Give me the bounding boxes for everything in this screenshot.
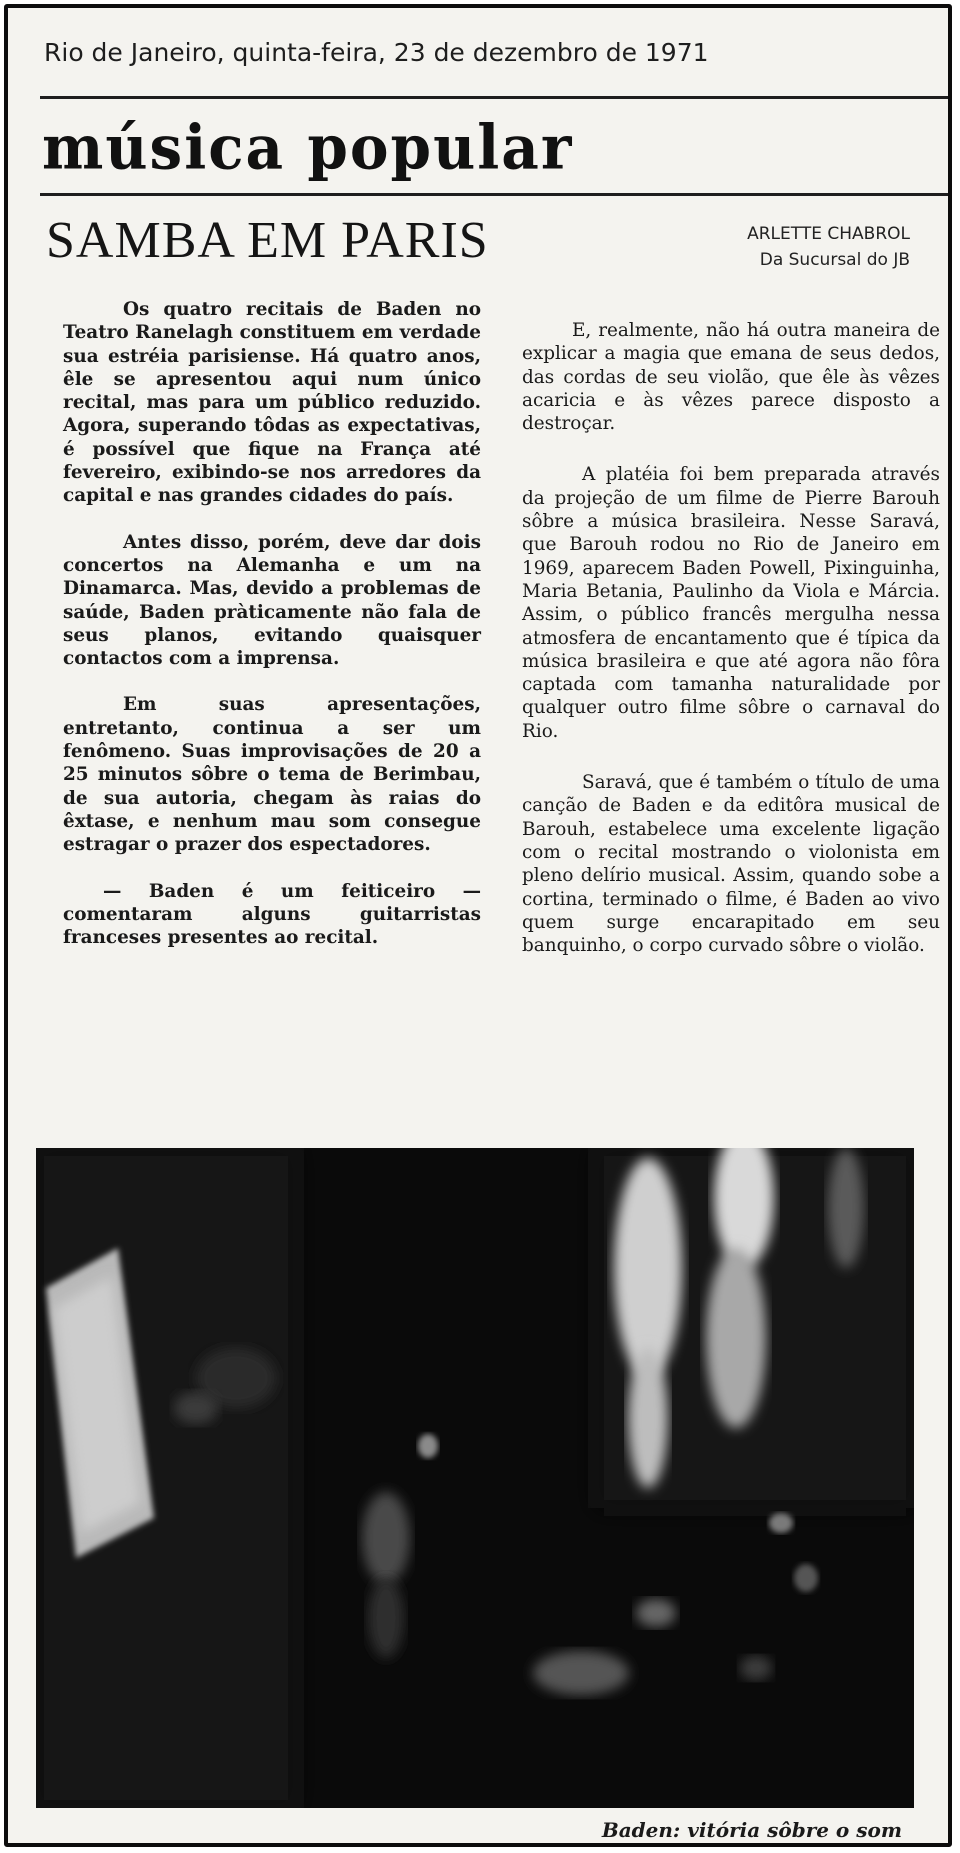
concert-photo	[36, 1148, 914, 1808]
paragraph-quote: — Baden é um feiticeiro — comentaram alguns guitarristas franceses presentes ao recital.	[63, 880, 481, 949]
byline	[747, 221, 910, 273]
concert-photo-graphic	[36, 1148, 914, 1808]
paragraph: A platéia foi bem preparada através da projeção de um filme de Pierre Barouh sôbre a música brasileira. Nesse Saravá, que Barouh rodou no Rio de Janeiro em 1969, aparecem Baden Powell, Pixinguinha, Maria Betania, Paulinho da Viola e Márcia. Assim, o público francês mergulha nessa atmosfera de encantamento que é típica da música brasileira e que até agora não fôra captada com tamanha naturalidade por qualquer outro filme sôbre o carnaval do Rio.	[522, 464, 940, 742]
paragraph: E, realmente, não há outra maneira de explicar a magia que emana de seus dedos, das cordas de seu violão, que êle às vêzes acaricia e às vêzes parece disposto a destroçar.	[522, 320, 940, 435]
byline-organization: Da Sucursal do JB	[759, 250, 910, 270]
byline-author: ARLETTE CHABROL	[747, 224, 910, 244]
article-left-column	[63, 298, 481, 972]
section-title: música popular	[42, 112, 574, 184]
paragraph: Saravá, que é também o título de uma canção de Baden e da editôra musical de Barouh, estabelece uma excelente ligação com o recital mostrando o violonista em pleno delírio musical. Assim, quando sobe a cortina, terminado o filme, é Baden ao vivo quem surge encarapitado em seu banquinho, o corpo curvado sôbre o violão.	[522, 772, 940, 957]
newspaper-clipping	[4, 4, 952, 1847]
paragraph: Os quatro recitais de Baden no Teatro Ranelagh constituem em verdade sua estréia parisiense. Há quatro anos, êle se apresentou aqui num único recital, mas para um público reduzido. Agora, superando tôdas as expectativas, é possível que fique na França até fevereiro, exibindo-se nos arredores da capital e nas grandes cidades do país.	[63, 299, 481, 507]
photo-caption: Baden: vitória sôbre o som	[601, 1818, 902, 1842]
section-rule	[40, 193, 952, 196]
article-right-column	[522, 319, 940, 985]
paragraph: Em suas apresentações, entretanto, continua a ser um fenômeno. Suas improvisações de 20 a 25 minutos sôbre o tema de Berimbau, de sua autoria, chegam às raias do êxtase, e nenhum mau som consegue estragar o prazer dos espectadores.	[63, 694, 481, 856]
dateline: Rio de Janeiro, quinta-feira, 23 de dezembro de 1971	[44, 38, 709, 67]
paragraph: Antes disso, porém, deve dar dois concertos na Alemanha e um na Dinamarca. Mas, devido a problemas de saúde, Baden pràticamente não fala de seus planos, evitando quaisquer contactos com a imprensa.	[63, 531, 481, 670]
top-rule	[40, 96, 952, 99]
article-headline: SAMBA EM PARIS	[46, 212, 489, 269]
